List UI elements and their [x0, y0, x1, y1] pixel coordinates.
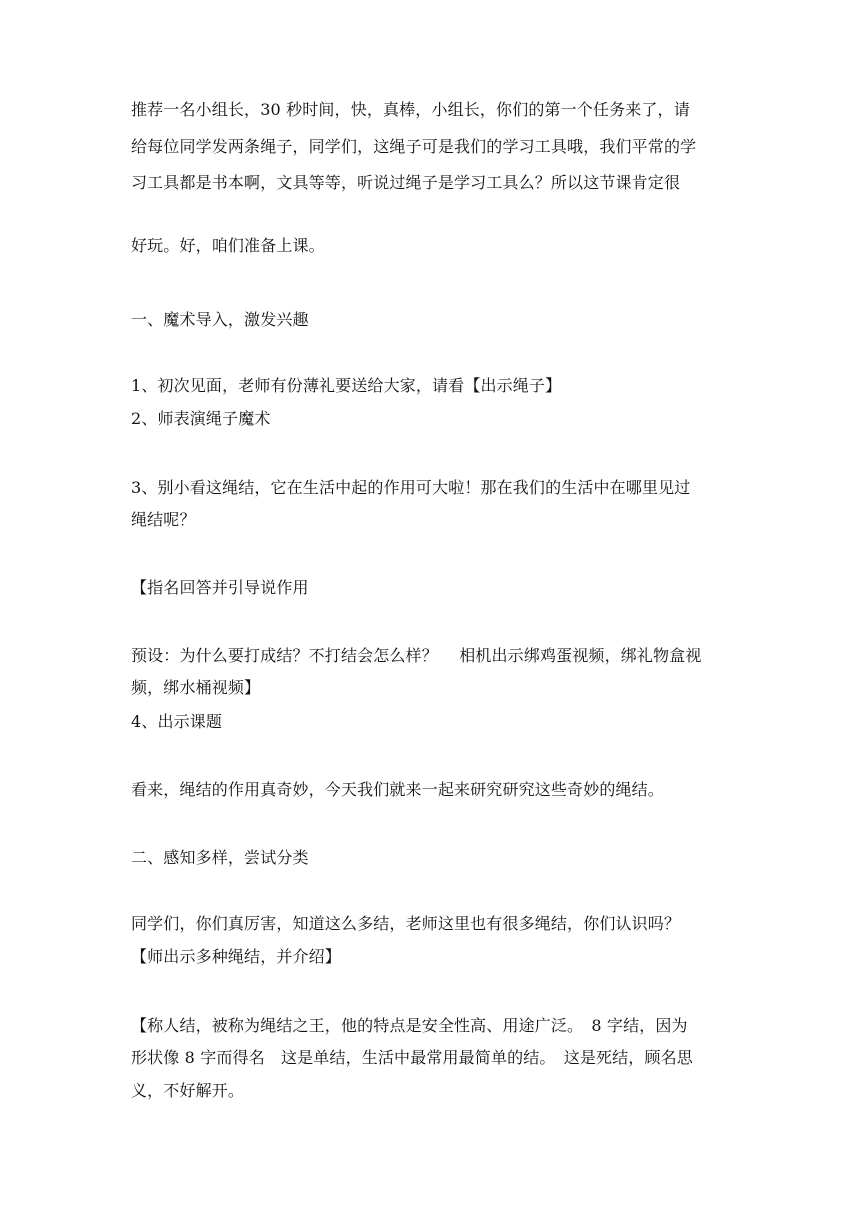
paragraph-line: 【称人结，被称为绳结之王，他的特点是安全性高、用途广泛。 8 字结，因为 [131, 1016, 688, 1035]
paragraph-line: 形状像 8 字而得名 这是单结，生活中最常用最简单的结。 这是死结，顾名思 [131, 1048, 693, 1067]
paragraph-line: 习工具都是书本啊，文具等等，听说过绳子是学习工具么？所以这节课肯定很 [131, 173, 681, 192]
paragraph-line: 同学们，你们真厉害，知道这么多结，老师这里也有很多绳结，你们认识吗？ [131, 914, 681, 933]
paragraph-line: 好玩。好，咱们准备上课。 [131, 236, 325, 255]
paragraph-line: 推荐一名小组长，30 秒时间，快，真棒，小组长，你们的第一个任务来了，请 [131, 100, 690, 119]
paragraph-line: 义，不好解开。 [131, 1081, 245, 1100]
paragraph-line: 【师出示多种绳结，并介绍】 [131, 947, 341, 966]
paragraph-line: 3、别小看这绳结，它在生活中起的作用可大啦！那在我们的生活中在哪里见过 [131, 478, 691, 497]
paragraph-line: 给每位同学发两条绳子，同学们，这绳子可是我们的学习工具哦，我们平常的学 [131, 137, 697, 156]
section-heading: 一、魔术导入，激发兴趣 [131, 310, 309, 329]
paragraph-line: 绳结呢？ [131, 510, 196, 529]
paragraph-line: 看来，绳结的作用真奇妙，今天我们就来一起来研究研究这些奇妙的绳结。 [131, 780, 664, 799]
section-heading: 二、感知多样，尝试分类 [131, 848, 309, 867]
paragraph-line: 4、出示课题 [131, 712, 223, 731]
paragraph-line: 2、师表演绳子魔术 [131, 409, 271, 428]
paragraph-line: 频，绑水桶视频】 [131, 678, 261, 697]
paragraph-line: 【指名回答并引导说作用 [131, 578, 309, 597]
paragraph-line: 预设：为什么要打成结？不打结会怎么样？ 相机出示绑鸡蛋视频，绑礼物盒视 [131, 646, 702, 665]
paragraph-line: 1、初次见面，老师有份薄礼要送给大家，请看【出示绳子】 [131, 376, 562, 395]
